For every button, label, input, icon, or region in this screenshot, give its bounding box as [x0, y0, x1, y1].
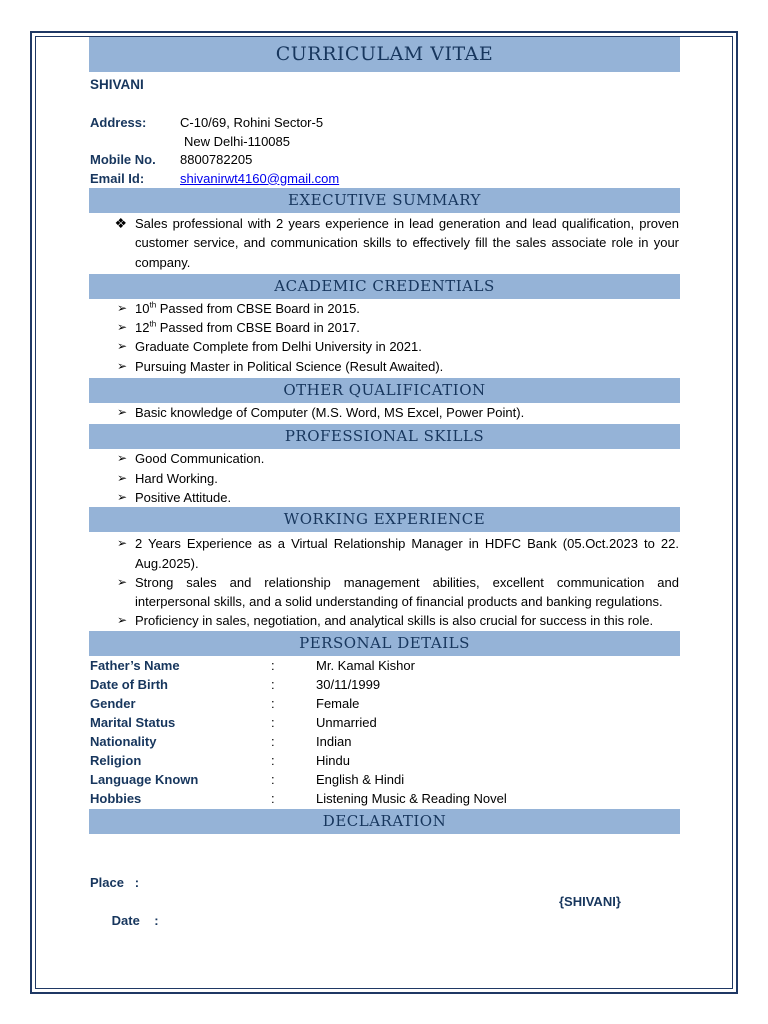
list-item — [89, 357, 680, 376]
detail-row — [89, 713, 680, 732]
detail-label: Marital Status — [90, 715, 176, 731]
list-item — [89, 611, 680, 630]
experience-list — [89, 532, 680, 630]
list-item — [89, 469, 680, 488]
grade-number: 10 — [135, 300, 150, 316]
arrow-bullet-icon: ➢ — [116, 451, 127, 466]
address-line1: C-10/69, Rohini Sector-5 — [180, 115, 324, 130]
list-item — [89, 299, 680, 318]
arrow-bullet-icon: ➢ — [116, 536, 127, 551]
detail-row — [89, 675, 680, 694]
email-row — [89, 170, 680, 189]
contact-block — [89, 114, 680, 188]
list-item — [89, 337, 680, 356]
resume-content — [89, 37, 680, 928]
detail-value: Unmarried — [316, 715, 377, 731]
list-item — [89, 488, 680, 507]
grade-suffix: th — [149, 319, 157, 329]
detail-colon: : — [271, 676, 275, 692]
mobile-row — [89, 151, 680, 170]
detail-row — [89, 694, 680, 713]
academic-text: Passed from CBSE Board in 2015. — [156, 300, 360, 316]
qualification-text: Basic knowledge of Computer (M.S. Word, MS Excel, Power Point). — [135, 405, 525, 421]
signature-block — [89, 873, 680, 928]
list-item — [89, 403, 680, 422]
list-item — [89, 534, 680, 573]
detail-label: Date of Birth — [90, 676, 168, 692]
grade-suffix: th — [149, 300, 157, 310]
detail-colon: : — [271, 695, 275, 711]
detail-row — [89, 789, 680, 808]
detail-row — [89, 732, 680, 751]
address-row-2 — [89, 133, 680, 152]
grade-number: 12 — [135, 320, 150, 336]
detail-value: Hindu — [316, 753, 350, 769]
section-header-professional-skills: PROFESSIONAL SKILLS — [89, 424, 680, 449]
detail-colon: : — [271, 772, 275, 788]
detail-label: Gender — [90, 695, 136, 711]
personal-details-table — [89, 656, 680, 809]
title-banner: CURRICULAM VITAE — [89, 37, 680, 72]
section-header-academic: ACADEMIC CREDENTIALS — [89, 274, 680, 299]
section-header-other-qualification: OTHER QUALIFICATION — [89, 378, 680, 403]
spacer — [89, 133, 180, 152]
detail-row — [89, 770, 680, 789]
summary-list — [89, 213, 680, 274]
arrow-bullet-icon: ➢ — [116, 613, 127, 628]
address-label: Address: — [90, 115, 147, 130]
arrow-bullet-icon: ➢ — [116, 358, 127, 373]
address-row — [89, 114, 680, 133]
address-line2: New Delhi-110085 — [184, 133, 290, 149]
diamond-bullet-icon: ❖ — [114, 215, 127, 231]
arrow-bullet-icon: ➢ — [116, 470, 127, 485]
list-item — [89, 214, 680, 272]
detail-label: Religion — [90, 753, 142, 769]
detail-colon: : — [271, 753, 275, 769]
list-item — [89, 449, 680, 468]
section-header-personal-details: PERSONAL DETAILS — [89, 631, 680, 656]
skill-text: Hard Working. — [135, 470, 218, 486]
academic-list — [89, 299, 680, 378]
detail-value: Indian — [316, 734, 352, 750]
other-list — [89, 403, 680, 424]
detail-value: Female — [316, 695, 360, 711]
detail-colon: : — [271, 715, 275, 731]
detail-row — [89, 656, 680, 675]
detail-row — [89, 751, 680, 770]
experience-text: Strong sales and relationship management abilities, excellent communication and interpersonal skills, and a solid understanding of financial products and banking regulations. — [135, 574, 679, 610]
academic-text: Passed from CBSE Board in 2017. — [156, 320, 360, 336]
email-link[interactable]: shivanirwt4160@gmail.com — [180, 170, 340, 186]
email-label: Email Id: — [90, 170, 145, 186]
detail-colon: : — [271, 791, 275, 807]
detail-value: Mr. Kamal Kishor — [316, 657, 415, 673]
date-label: Date : — [111, 912, 159, 928]
mobile-label: Mobile No. — [90, 152, 156, 167]
arrow-bullet-icon: ➢ — [116, 339, 127, 354]
detail-value: Listening Music & Reading Novel — [316, 791, 507, 807]
arrow-bullet-icon: ➢ — [116, 300, 127, 315]
arrow-bullet-icon: ➢ — [116, 574, 127, 589]
candidate-name: SHIVANI — [90, 77, 144, 92]
mobile-value: 8800782205 — [180, 152, 253, 167]
section-header-executive-summary: EXECUTIVE SUMMARY — [89, 188, 680, 213]
skills-list — [89, 449, 680, 507]
detail-label: Nationality — [90, 734, 157, 750]
arrow-bullet-icon: ➢ — [116, 405, 127, 420]
detail-label: Language Known — [90, 772, 199, 788]
experience-text: 2 Years Experience as a Virtual Relationship Manager in HDFC Bank (05.Oct.2023 to 22. Aug.2025). — [135, 536, 679, 571]
list-item — [89, 573, 680, 612]
academic-text: Pursuing Master in Political Science (Result Awaited). — [135, 358, 444, 374]
signature-name: {SHIVANI} — [559, 893, 621, 909]
summary-text: Sales professional with 2 years experience in lead generation and lead qualification, proven customer service, and communication skills to effectively fill the sales associate role in your company. — [135, 216, 679, 270]
skill-text: Positive Attitude. — [135, 489, 232, 505]
skill-text: Good Communication. — [135, 451, 265, 467]
place-label: Place : — [90, 874, 140, 890]
detail-label: Hobbies — [90, 791, 142, 807]
list-item — [89, 318, 680, 337]
academic-text: Graduate Complete from Delhi University in 2021. — [135, 339, 422, 355]
detail-colon: : — [271, 657, 275, 673]
detail-colon: : — [271, 734, 275, 750]
date-row — [89, 892, 680, 928]
arrow-bullet-icon: ➢ — [116, 320, 127, 335]
detail-label: Father’s Name — [90, 657, 180, 673]
section-header-working-experience: WORKING EXPERIENCE — [89, 507, 680, 532]
section-header-declaration: DECLARATION — [89, 809, 680, 834]
detail-value: English & Hindi — [316, 772, 405, 788]
arrow-bullet-icon: ➢ — [116, 489, 127, 504]
experience-text: Proficiency in sales, negotiation, and analytical skills is also crucial for success in this role. — [135, 613, 654, 629]
detail-value: 30/11/1999 — [316, 676, 381, 692]
